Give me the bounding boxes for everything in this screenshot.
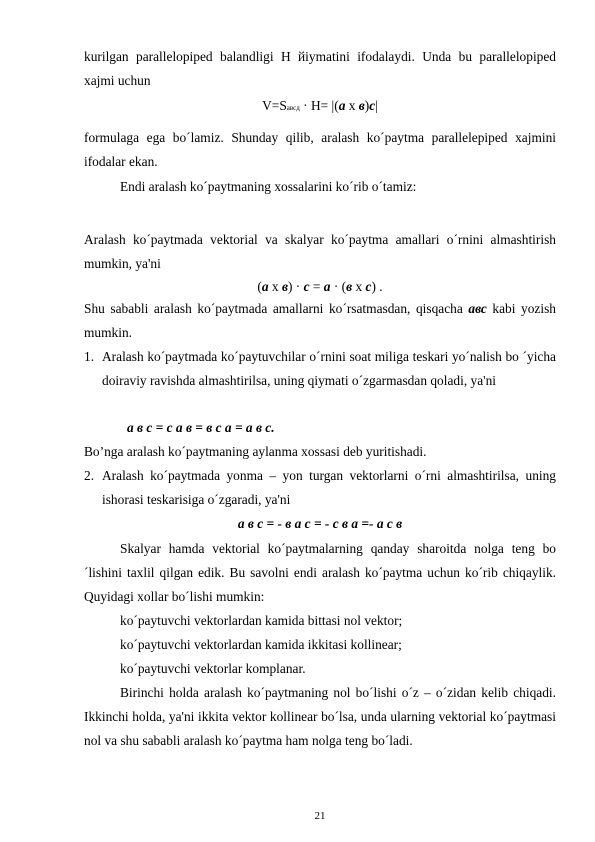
list-text: Aralash ko´paytmada yonma – yon turgan vektorlarni o´rni almashtirilsa, uning ishorasi teskarisiga o´zgaradi, ya'ni (102, 468, 556, 507)
case-collinear: ko´paytuvchi vektorlardan kamida ikkitasi kollinear; (120, 637, 402, 652)
paragraph-properties-intro: Endi aralash ko´paytmaning xossalarini ko´rib o´tamiz: (120, 179, 417, 194)
formula-volume: V=Sавсд · H= |(a х в)c| (262, 98, 378, 113)
formula-swap: (a х в) · c = a · (в х c) . (257, 279, 383, 294)
paragraph-volume-intro: kurilgan parallelopiped balandligi H йiymatini ifodalaydi. Unda bu parallelopiped xajmi uchun (84, 49, 556, 88)
case-zero-vector: ko´paytuvchi vektorlardan kamida bittasi nol vektor; (120, 613, 403, 628)
paragraph-first-second-case: Birinchi holda aralash ko´paytmaning nol bo´lishi o´z – o´zidan kelib chiqadi. Ikkinchi holda, ya'ni ikkita vektor kollinear bo´lsa, unda ularning vektorial ko´paytmasi nol va shu sababli aralash ko´paytma ham nolga teng bo´ladi. (84, 685, 556, 748)
formula-cyclic: а в с = с а в = в с а = а в с. (127, 420, 275, 435)
paragraph-operations-swap: Aralash ko´paytmada vektorial va skalyar ko´paytma amallari o´rnini almashtirish mumkin, ya'ni (84, 232, 556, 271)
page-number: 21 (314, 810, 326, 822)
paragraph-cyclic-name: Bo’nga aralash ko´paytmaning aylanma xossasi deb yuritishadi. (84, 444, 427, 459)
list-number: 1. (84, 349, 95, 364)
list-number: 2. (84, 468, 95, 483)
paragraph-volume-conclusion: formulaga ega bo´lamiz. Shunday qilib, aralash ko´paytma parallelepiped xajmini ifodalar ekan. (84, 130, 556, 169)
formula-sign-change: а в с = - в а с = - с в а =- а с в (237, 516, 403, 531)
paragraph-short-notation: Shu sababli aralash ko´paytmada amallarni ko´rsatmasdan, qisqacha авс kabi yozish mumkin. (84, 301, 556, 340)
paragraph-zero-cases: Skalyar hamda vektorial ko´paytmalarning qanday sharoitda nolga teng bo ´lishini taxlil qilgan edik. Bu savolni endi aralash ko´paytma uchun ko´rib chiqaylik. Quyidagi xollar bo´lishi mumkin: (84, 541, 556, 604)
list-text: Aralash ko´paytmada ko´paytuvchilar o´rnini soat miliga teskari yo´nalish bo ´yicha doiraviy ravishda almashtirilsa, uning qiymati o´zgarmasdan qoladi, ya'ni (102, 349, 556, 388)
case-coplanar: ko´paytuvchi vektorlar komplanar. (120, 661, 306, 676)
